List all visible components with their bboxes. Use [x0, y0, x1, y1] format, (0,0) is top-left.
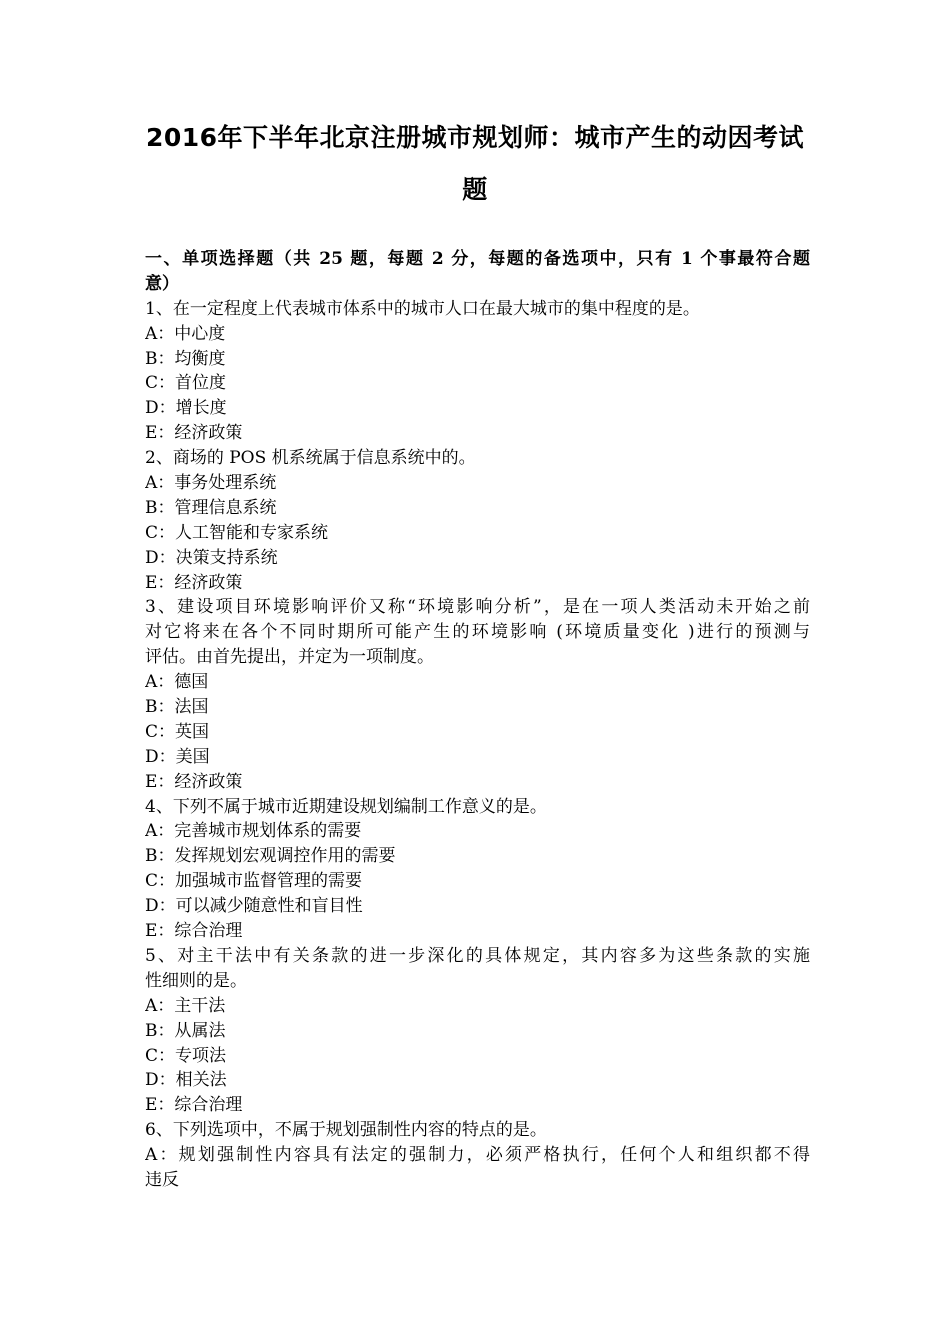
question-5-option-b: B：从属法: [145, 1020, 226, 1041]
section-heading-line-1: 一、单项选择题（共 25 题，每题 2 分，每题的备选项中，只有 1 个事最符合题: [145, 249, 810, 269]
document-body: [145, 247, 810, 1193]
question-3-option-a: A：德国: [145, 672, 209, 693]
question-5-option-e: E：综合治理: [145, 1095, 243, 1116]
question-2-option-c: C：人工智能和专家系统: [145, 522, 329, 543]
question-5-stem-line-1: 5、对主干法中有关条款的进一步深化的具体规定，其内容多为这些条款的实施: [145, 945, 810, 966]
question-4-option-a: A：完善城市规划体系的需要: [145, 821, 362, 842]
question-3-stem-line-3: 评估。由首先提出，并定为一项制度。: [145, 647, 434, 668]
question-1-option-d: D：增长度: [145, 398, 227, 419]
question-2-option-d: D：决策支持系统: [145, 547, 278, 568]
question-3-option-d: D：美国: [145, 746, 210, 767]
question-4-option-d: D：可以减少随意性和盲目性: [145, 896, 363, 917]
question-1-option-b: B：均衡度: [145, 348, 226, 369]
question-2-option-e: E：经济政策: [145, 572, 243, 593]
question-6-stem: 6、下列选项中，不属于规划强制性内容的特点的是。: [145, 1120, 547, 1141]
question-2-option-b: B：管理信息系统: [145, 497, 277, 518]
question-5-option-d: D：相关法: [145, 1070, 227, 1091]
question-3-stem-line-1: 3、建设项目环境影响评价又称“环境影响分析”，是在一项人类活动未开始之前: [145, 597, 810, 618]
question-3-option-c: C：英国: [145, 721, 210, 742]
question-5-option-c: C：专项法: [145, 1045, 227, 1066]
question-3-option-e: E：经济政策: [145, 771, 243, 792]
question-6-option-a-line-1: A：规划强制性内容具有法定的强制力，必须严格执行，任何个人和组织都不得: [145, 1145, 810, 1166]
question-2-stem: 2、商场的 POS 机系统属于信息系统中的。: [145, 448, 476, 469]
question-3-option-b: B：法国: [145, 697, 209, 718]
question-4-option-e: E：综合治理: [145, 921, 243, 942]
question-4-stem: 4、下列不属于城市近期建设规划编制工作意义的是。: [145, 796, 547, 817]
question-1-option-a: A：中心度: [145, 323, 226, 344]
section-heading-line-2: 意）: [145, 273, 179, 294]
question-1-option-e: E：经济政策: [145, 423, 243, 444]
question-4-option-c: C：加强城市监督管理的需要: [145, 871, 363, 892]
question-1-stem: 1、在一定程度上代表城市体系中的城市人口在最大城市的集中程度的是。: [145, 298, 700, 319]
question-5-option-a: A：主干法: [145, 995, 226, 1016]
question-1-option-c: C：首位度: [145, 373, 227, 394]
question-3-stem-line-2: 对它将来在各个不同时期所可能产生的环境影响 (环境质量变化 )进行的预测与: [145, 622, 810, 643]
question-2-option-a: A：事务处理系统: [145, 473, 277, 494]
question-6-option-a-line-2: 违反: [145, 1169, 179, 1190]
document-title-line-2: 题: [462, 175, 488, 204]
question-4-option-b: B：发挥规划宏观调控作用的需要: [145, 846, 396, 867]
document-title-line-1: 2016年下半年北京注册城市规划师：城市产生的动因考试: [145, 123, 805, 152]
question-5-stem-line-2: 性细则的是。: [145, 970, 247, 991]
